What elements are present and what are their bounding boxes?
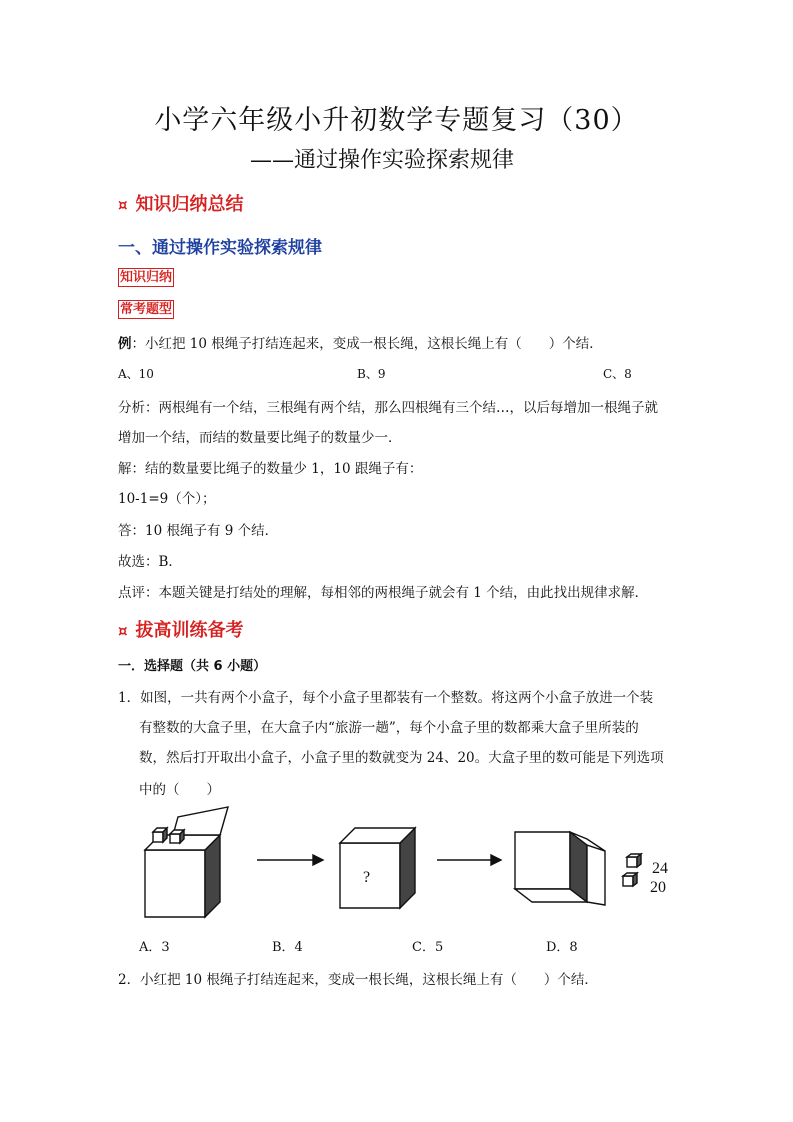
page-subtitle: ——通过操作实验探索规律 — [250, 148, 515, 173]
section-knowledge-summary — [118, 190, 244, 216]
example-option-a: A、10 — [118, 367, 154, 381]
comment-line: 点评：本题关键是打结处的理解，每相邻的两根绳子就会有 1 个结，由此找出规律求解． — [118, 585, 649, 601]
example-option-b: B、9 — [357, 367, 386, 381]
bullet-icon: ¤ — [118, 196, 128, 214]
q1-option-a: A．3 — [139, 940, 170, 955]
example-option-c: C、8 — [603, 367, 632, 381]
closed-box-figure — [340, 828, 415, 908]
example-label: 例 — [118, 336, 132, 352]
section-advanced-training — [118, 616, 244, 642]
part-heading: 一．选择题（共 6 小题） — [118, 659, 267, 674]
page-title: 小学六年级小升初数学专题复习（30） — [154, 105, 639, 136]
q1-line-4: 中的（ ） — [139, 782, 220, 798]
small-box-value-2: 20 — [650, 879, 666, 896]
answer-line: 答：10 根绳子有 9 个结． — [118, 523, 279, 539]
q1-line-3: 数，然后打开取出小盒子，小盒子里的数就变为 24、20。大盒子里的数可能是下列选项 — [139, 750, 664, 766]
q1-line-2: 有整数的大盒子里，在大盒子内“旅游一趟”，每个小盒子里的数都乘大盒子里所装的 — [139, 720, 639, 736]
heading-explore-rules: 一、通过操作实验探索规律 — [118, 238, 322, 258]
solution-line: 解：结的数量要比绳子的数量少 1，10 跟绳子有： — [118, 461, 423, 477]
q1-option-d: D．8 — [546, 940, 578, 955]
example-question — [118, 332, 603, 352]
q1-option-c: C．5 — [412, 940, 444, 955]
calculation-line: 10-1=9（个）； — [118, 491, 216, 507]
section-label: 知识归纳总结 — [135, 194, 244, 215]
q1-line-1: 1．如图，一共有两个小盒子，每个小盒子里都装有一个整数。将这两个小盒子放进一个装 — [118, 690, 654, 706]
q1-figure — [135, 805, 685, 925]
tag-knowledge: 知识归纳 — [120, 270, 173, 285]
question-mark-label: ? — [363, 869, 371, 886]
q2-line-1: 2．小红把 10 根绳子打结连起来，变成一根长绳，这根长绳上有（ ）个结． — [118, 972, 598, 988]
bullet-icon: ¤ — [118, 622, 128, 640]
section-label: 拔高训练备考 — [135, 620, 244, 641]
analysis-line-1: 分析：两根绳有一个结，三根绳有两个结，那么四根绳有三个结…，以后每增加一根绳子就 — [118, 400, 658, 416]
tag-common-questions: 常考题型 — [120, 302, 173, 317]
q1-option-b: B．4 — [272, 940, 303, 955]
opened-box-figure — [515, 832, 641, 905]
example-text: ：小红把 10 根绳子打结连起来，变成一根长绳，这根长绳上有（ ）个结． — [131, 336, 603, 352]
open-box-figure — [145, 807, 228, 917]
analysis-line-2: 增加一个结，而结的数量要比绳子的数量少一． — [118, 430, 402, 446]
choice-line: 故选：B． — [118, 554, 182, 570]
small-box-value-1: 24 — [652, 860, 668, 877]
